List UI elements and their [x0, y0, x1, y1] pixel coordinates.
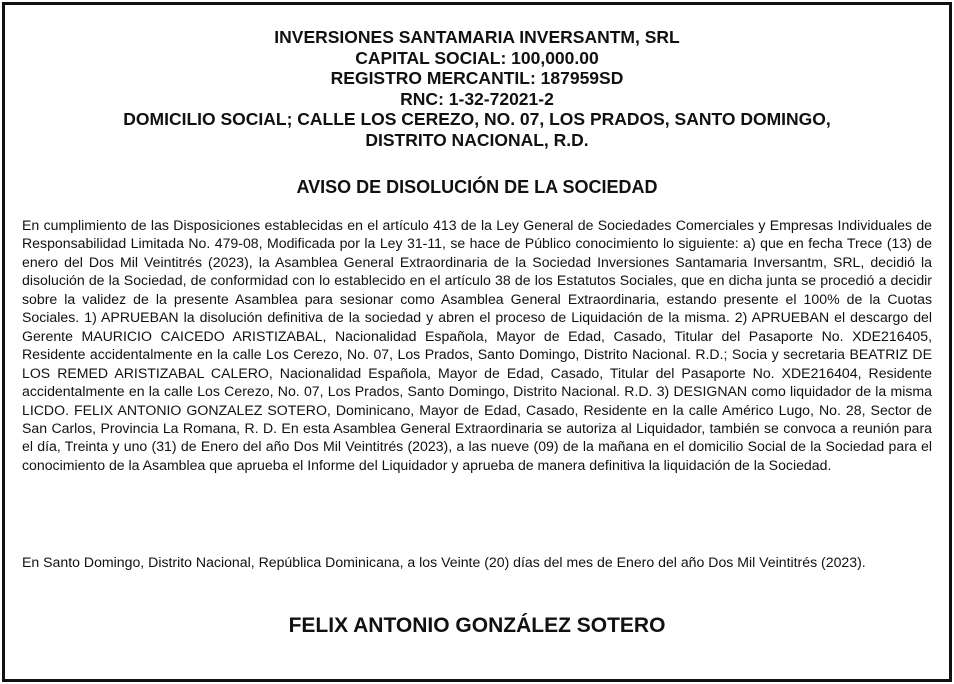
- domicilio-line-1: DOMICILIO SOCIAL; CALLE LOS CEREZO, NO. 07, LOS PRADOS, SANTO DOMINGO,: [123, 109, 831, 129]
- notice-border: [2, 2, 952, 682]
- notice-title: AVISO DE DISOLUCIÓN DE LA SOCIEDAD: [296, 177, 658, 197]
- company-header: [5, 27, 949, 150]
- capital-social: CAPITAL SOCIAL: 100,000.00: [355, 47, 599, 68]
- notice-paragraph-2: En Santo Domingo, Distrito Nacional, República Dominicana, a los Veinte (20) días del mes de Enero del año Dos Mil Veintitrés (2023).: [22, 554, 866, 570]
- rnc-number: RNC: 1-32-72021-2: [400, 88, 554, 109]
- domicilio-line-2: DISTRITO NACIONAL, R.D.: [365, 129, 589, 150]
- signature-name: FELIX ANTONIO GONZÁLEZ SOTERO: [288, 614, 666, 637]
- company-name: INVERSIONES SANTAMARIA INVERSANTM, SRL: [274, 27, 680, 47]
- notice-paragraph-1: En cumplimiento de las Disposiciones establecidas en el artículo 413 de la Ley General de Sociedades Comerciales y Empresas Individuales de Responsabilidad Limitada No. 479-08, Modificada por la Ley 31-11, se hace de Público conocimiento lo siguiente: a) que en fecha Trece (13) de enero del Dos Mil Veintitrés (2023), la Asamblea General Extraordinaria de la Sociedad Inversiones Santamaria Inversantm, SRL, decidió la disolución de la Sociedad, de conformidad con lo establecido en el artículo 38 de los Estatutos Sociales, que en dicha junta se procedió a decidir sobre la validez de la presente Asamblea para sesionar como Asamblea General Extraordinaria, estando presente el 100% de la Cuotas Sociales. 1) APRUEBAN la disolución definitiva de la sociedad y abren el proceso de Liquidación de la misma. 2) APRUEBAN el descargo del Gerente MAURICIO CAICEDO ARISTIZABAL, Nacionalidad Española, Mayor de Edad, Casado, Titular del Pasaporte No. XDE216405, Residente accidentalmente en la calle Los Cerezo, No. 07, Los Prados, Santo Domingo, Distrito Nacional. R.D.; Socia y secretaria BEATRIZ DE LOS REMED ARISTIZABAL CALERO, Nacionalidad Española, Mayor de Edad, Casado, Titular del Pasaporte No. XDE216404, Residente accidentalmente en la calle Los Cerezo, No. 07, Los Prados, Santo Domingo, Distrito Nacional. R.D. 3) DESIGNAN como liquidador de la misma LICDO. FELIX ANTONIO GONZALEZ SOTERO, Dominicano, Mayor de Edad, Casado, Residente en la calle Américo Lugo, No. 28, Sector de San Carlos, Provincia La Romana, R. D. En esta Asamblea General Extraordinaria se autoriza al Liquidador, también se convoca a reunión para el día, Treinta y uno (31) de Enero del año Dos Mil Veintitrés (2023), a las nueve (09) de la mañana en el domicilio Social de la Sociedad para el conocimiento de la Asamblea que aprueba el Informe del Liquidador y aprueba de manera definitiva la liquidación de la Sociedad.: [22, 217, 932, 473]
- registro-mercantil: REGISTRO MERCANTIL: 187959SD: [330, 68, 624, 88]
